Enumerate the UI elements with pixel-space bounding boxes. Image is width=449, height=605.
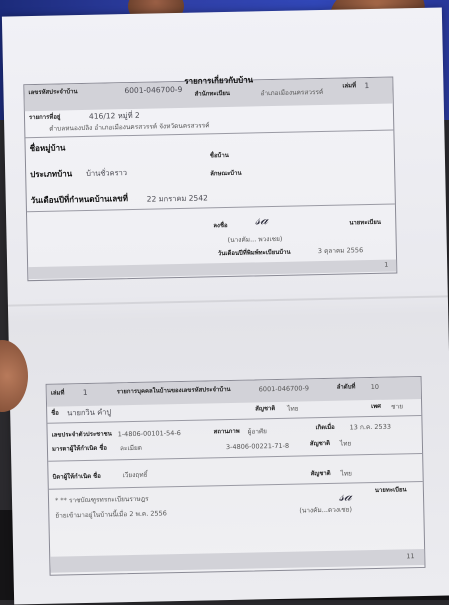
footer-band (50, 549, 424, 573)
father-name: เวียงฤทธิ์ (122, 470, 148, 480)
sex-label: เพศ (371, 402, 382, 411)
signer-name: (นางคัม...ดวงเชย) (299, 505, 353, 515)
footer-mark: 11 (406, 552, 415, 561)
house-code-label: เลขรหัสประจำบ้าน (28, 88, 78, 97)
father-nationality-label: สัญชาติ (310, 469, 331, 478)
address-line2: ตำบลหนองปลิง อำเภอเมืองนครสวรรค์ จังหวัดนครสวรรค์ (49, 121, 210, 133)
house-details-form (23, 76, 397, 281)
divider (27, 203, 395, 212)
house-code: 6001-046700-9 (258, 384, 310, 394)
birth-label: เกิดเมื่อ (315, 423, 335, 432)
signature: 𝓈𝒶 (255, 212, 269, 229)
id-label: เลขประจำตัวประชาชน (51, 430, 112, 439)
name-label: ชื่อ (51, 409, 59, 417)
father-label: บิดาผู้ให้กำเนิด ชื่อ (52, 472, 101, 481)
sex: ชาย (391, 402, 404, 411)
signer-name: (นางคัม... พวงเชย) (227, 234, 283, 244)
note-registrar-stamp: * ** ราชบัณฑูรทรกะเบียนราษฎร (54, 494, 149, 505)
mother-id: 3-4806-00221-71-8 (225, 441, 290, 452)
divider (48, 453, 422, 462)
house-name-label: ชื่อบ้าน (209, 151, 229, 160)
footer-band (28, 259, 396, 279)
mother-name: ละเมียด (119, 443, 143, 453)
note-move-in-date: ย้ายเข้ามาอยู่ในบ้านนี้เมื่อ 2 พ.ค. 2556 (55, 509, 167, 520)
signature: 𝓈𝒶 (338, 488, 353, 505)
registry-office-label: สำนักทะเบียน (194, 89, 231, 98)
status-label: สถานภาพ (213, 427, 240, 436)
date-assigned: 22 มกราคม 2542 (146, 193, 208, 204)
form-title: รายการบุคคลในบ้านของเลขรหัสประจำบ้าน (116, 385, 231, 396)
footer-mark: 1 (384, 260, 389, 269)
mother-label: มารดาผู้ให้กำเนิด ชื่อ (51, 444, 108, 453)
house-feature-label: ลักษณะบ้าน (210, 169, 242, 178)
print-date: 3 ตุลาคม 2556 (317, 246, 364, 256)
page-label: เล่มที่ (342, 82, 357, 90)
divider (49, 481, 423, 490)
registrar-label: นายทะเบียน (349, 218, 381, 227)
page-number: 1 (364, 80, 370, 91)
paper-fold (8, 295, 448, 306)
print-date-label: วันเดือนปีที่พิมพ์ทะเบียนบ้าน (217, 248, 291, 258)
registrar-label: นายทะเบียน (374, 486, 407, 494)
status: ผู้อาศัย (247, 427, 268, 436)
address-label: รายการที่อยู่ (28, 113, 61, 122)
person-details-form (46, 376, 426, 576)
address-line1: 416/12 หมู่ที่ 2 (88, 110, 140, 121)
id-number: 1-4806-00101-54-6 (117, 429, 181, 439)
person-name: นายกวิน คำปู (67, 407, 112, 418)
birth-date: 13 ก.ค. 2533 (349, 422, 392, 432)
house-type: บ้านชั่วคราว (86, 168, 128, 178)
house-type-label: ประเภทบ้าน (30, 169, 73, 180)
header-band (47, 377, 421, 407)
sign-label: ลงชื่อ (213, 221, 228, 230)
order-label: ลำดับที่ (336, 383, 356, 391)
registry-office: อำเภอเมืองนครสวรรค์ (260, 87, 324, 98)
father-nationality: ไทย (340, 469, 352, 478)
form-title: รายการเกี่ยวกับบ้าน (184, 75, 254, 86)
page-number: 1 (82, 387, 88, 398)
nationality: ไทย (287, 404, 299, 413)
mother-nationality: ไทย (339, 439, 352, 448)
nationality-label: สัญชาติ (255, 405, 276, 413)
village-label: ชื่อหมู่บ้าน (29, 143, 66, 154)
house-registration-sheet (2, 7, 449, 604)
order-number: 10 (370, 382, 380, 392)
mother-nationality-label: สัญชาติ (309, 439, 331, 448)
date-assigned-label: วันเดือนปีที่กำหนดบ้านเลขที่ (30, 194, 129, 206)
house-code: 6001-046700-9 (124, 84, 183, 96)
page-label: เล่มที่ (50, 389, 65, 397)
